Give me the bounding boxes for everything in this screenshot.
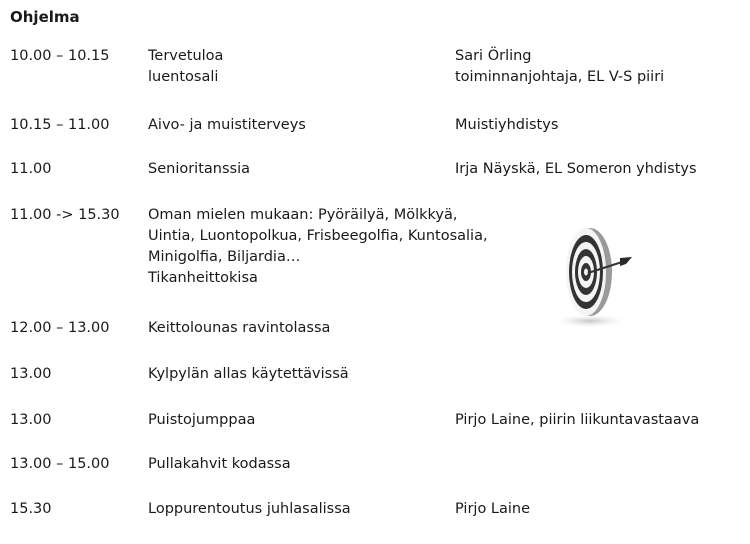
dartboard-icon [548, 218, 638, 333]
row-time: 12.00 – 13.00 [10, 320, 110, 336]
row-time: 11.00 [10, 161, 52, 177]
row-description [148, 364, 349, 385]
row-time: 11.00 -> 15.30 [10, 207, 120, 223]
row-time: 13.00 [10, 366, 52, 382]
description-line: Loppurentoutus juhlasalissa [148, 501, 351, 517]
row-time: 10.15 – 11.00 [10, 117, 110, 133]
row-description [148, 499, 351, 520]
row-description [148, 454, 291, 475]
row-contact [455, 159, 697, 180]
row-description [148, 46, 223, 88]
description-line: Aivo- ja muistiterveys [148, 117, 306, 133]
page-title: Ohjelma [10, 8, 80, 26]
description-line: Tervetuloa [148, 48, 224, 64]
description-line: Senioritanssia [148, 161, 250, 177]
description-line: luentosali [148, 69, 219, 85]
contact-line: toiminnanjohtaja, EL V-S piiri [455, 69, 665, 85]
contact-line: Pirjo Laine, piirin liikuntavastaava [455, 412, 700, 428]
contact-line: Irja Näyskä, EL Someron yhdistys [455, 161, 697, 177]
row-description [148, 159, 250, 180]
row-contact [455, 115, 558, 136]
description-line: Puistojumppaa [148, 412, 256, 428]
row-description [148, 410, 255, 431]
contact-line: Pirjo Laine [455, 501, 531, 517]
description-line: Kylpylän allas käytettävissä [148, 366, 349, 382]
description-line: Keittolounas ravintolassa [148, 320, 331, 336]
row-time: 15.30 [10, 501, 52, 517]
description-line: Pullakahvit kodassa [148, 456, 291, 472]
contact-line: Muistiyhdistys [455, 117, 559, 133]
row-description [148, 205, 488, 289]
row-time: 13.00 – 15.00 [10, 456, 110, 472]
contact-line: Sari Örling [455, 48, 532, 64]
description-line: Oman mielen mukaan: Pyöräilyä, Mölkkyä, [148, 207, 458, 223]
row-contact [455, 410, 699, 431]
row-time: 10.00 – 10.15 [10, 48, 110, 64]
row-description [148, 318, 330, 339]
row-time: 13.00 [10, 412, 52, 428]
description-line: Tikanheittokisa [148, 270, 258, 286]
description-line: Uintia, Luontopolkua, Frisbeegolfia, Kuntosalia, [148, 228, 488, 244]
row-contact [455, 499, 530, 520]
row-description [148, 115, 306, 136]
row-contact [455, 46, 664, 88]
description-line: Minigolfia, Biljardia… [148, 249, 301, 265]
